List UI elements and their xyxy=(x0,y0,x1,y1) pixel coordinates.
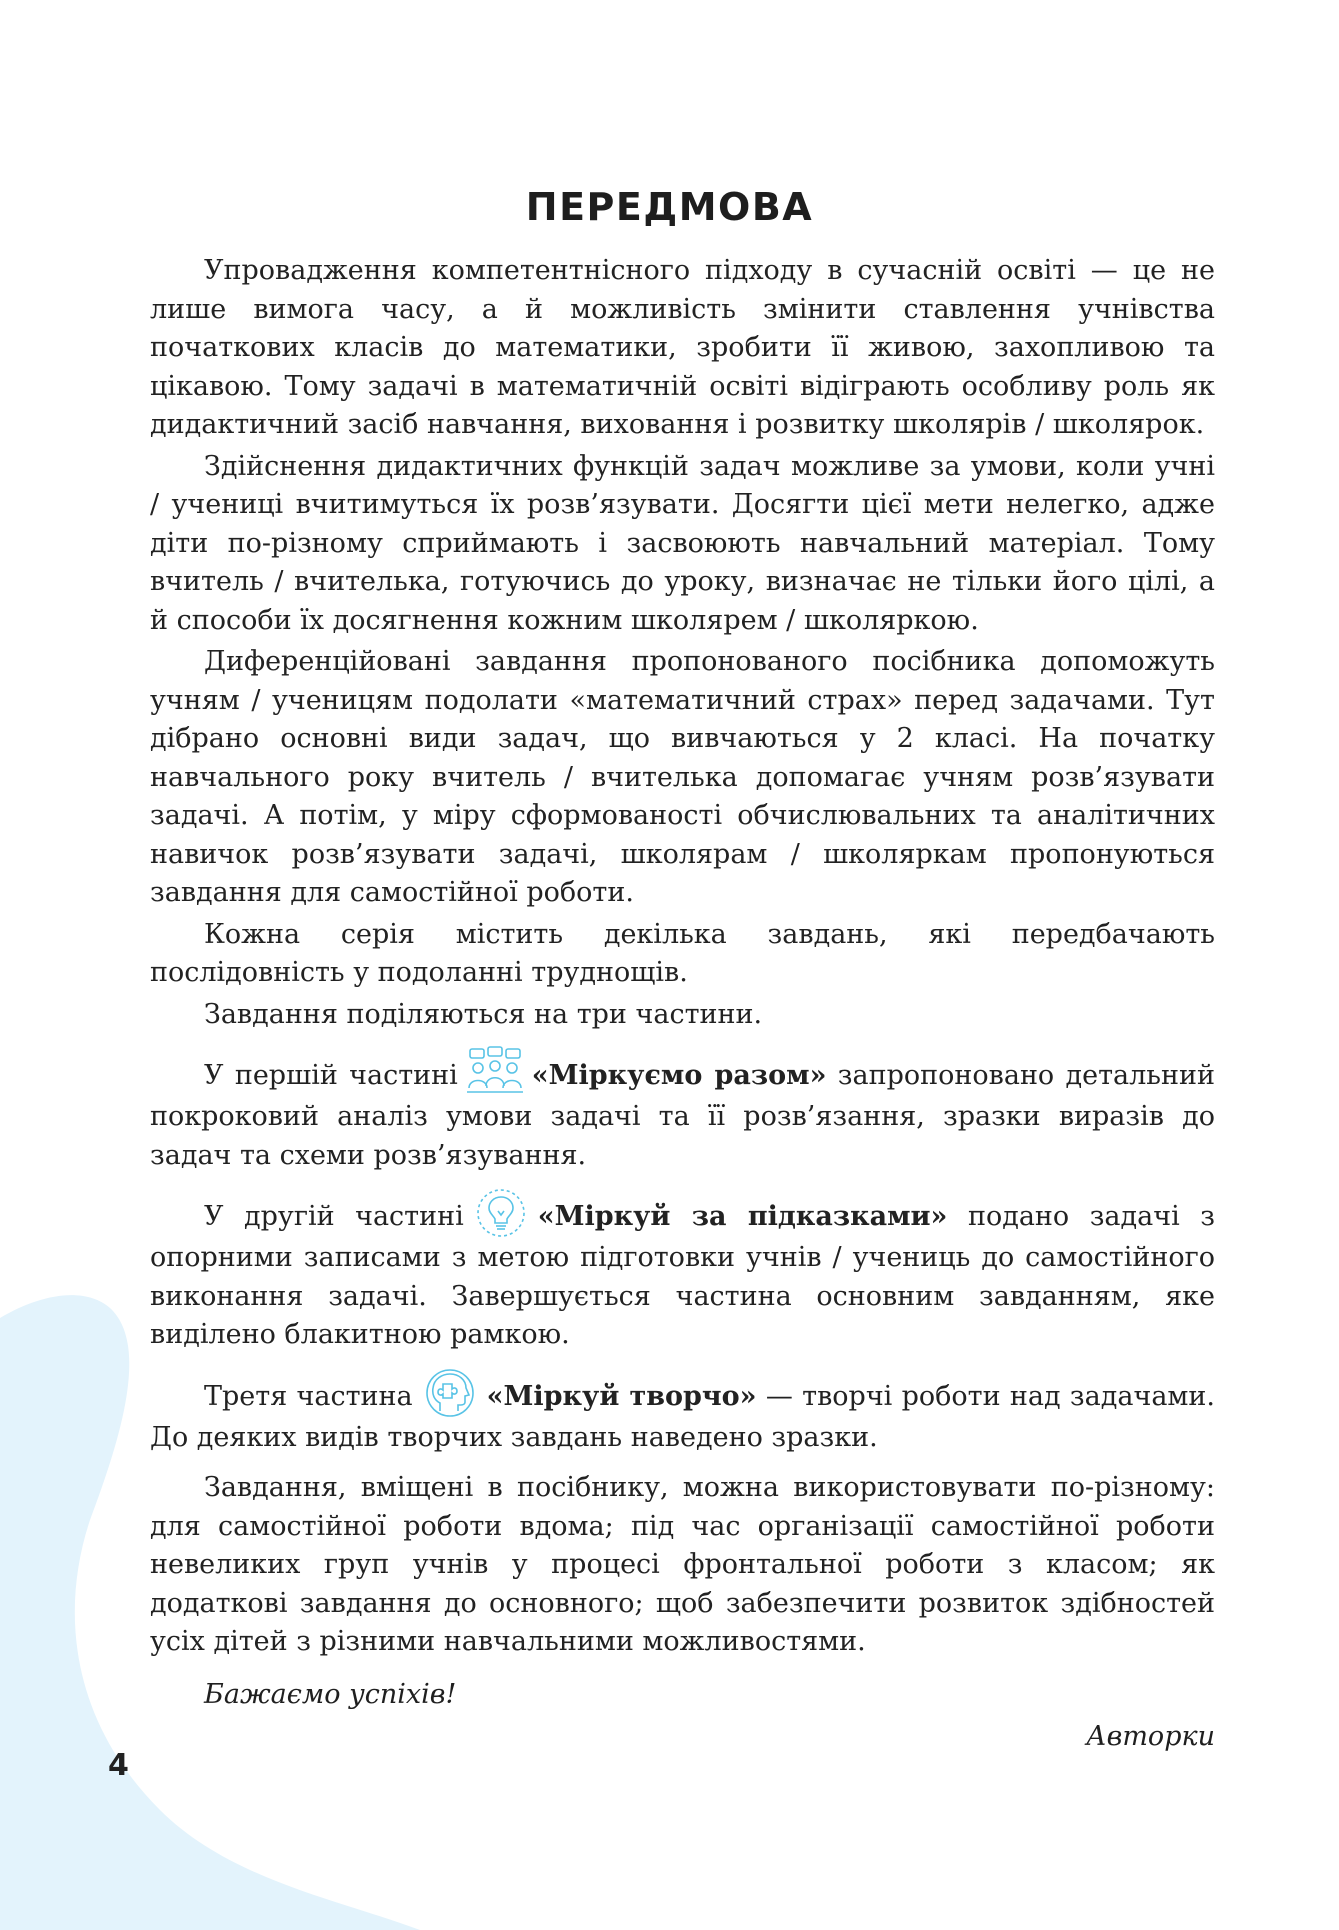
paragraph-part-three xyxy=(150,1367,1215,1458)
part-two-description: подано задачі з опорними записами з метою підготовки учнів / учениць до самостійного виконання задачі. Завершується частина основним завданням, яке виділено блакитною рамкою. xyxy=(150,1201,1215,1350)
part-two-lead: У другій частині xyxy=(204,1201,464,1232)
paragraph-intro: Упровадження компетентнісного підходу в сучасній освіті — це не лише вимога часу, а й можливість змінити ставлення учнівства початкових класів до математики, зробити її живою, захопливою та цікавою. Тому задачі в математичній освіті відіграють особливу роль як дидактичний засіб навчання, виховання і розвитку школярів / школярок. xyxy=(150,255,1215,440)
part-two-name: «Міркуй за підказками» xyxy=(537,1201,948,1232)
lightbulb-icon xyxy=(470,1187,532,1239)
paragraph-part-two xyxy=(150,1187,1215,1355)
page-number: 4 xyxy=(108,1748,129,1783)
part-one-lead: У першій частині xyxy=(204,1060,458,1091)
paragraph-series: Кожна серія містить декілька завдань, які передбачають послідовність у подоланні труднощів. xyxy=(150,918,1215,988)
part-three-description: — творчі роботи над задачами. До деяких видів творчих завдань наведено зразки. xyxy=(150,1380,1215,1453)
paragraph-usage: Завдання, вміщені в посібнику, можна використовувати по-різному: для самостійної роботи вдома; під час організації самостійної роботи невеликих груп учнів у процесі фронтальної роботи з класом; як додаткові завдання до основного; щоб забезпечити розвиток здібностей усіх дітей з різними навчальними можливостями. xyxy=(150,1472,1215,1657)
discussion-group-icon xyxy=(464,1046,526,1098)
page-title: ПЕРЕДМОВА xyxy=(525,185,814,229)
paragraph-didactic: Здійснення дидактичних функцій задач можливе за умови, коли учні / учениці вчитимуться їх розв’язувати. Досягти цієї мети нелегко, адже діти по-різному сприймають і засвоюють навчальний матеріал. Тому вчитель / вчителька, готуючись до уроку, визначає не тільки його цілі, а й способи їх досягнення кожним школярем / школяркою. xyxy=(150,450,1215,636)
paragraph-parts-intro: Завдання поділяються на три частини. xyxy=(204,998,763,1030)
paragraph-part-one xyxy=(150,1046,1215,1175)
part-three-name: «Міркуй творчо» xyxy=(486,1380,757,1412)
part-one-description: запропоновано детальний покроковий аналіз умови задачі та її розв’язання, зразки виразів до задач та схеми розв’язування. xyxy=(150,1060,1215,1171)
part-one-name: «Міркуємо разом» xyxy=(531,1060,827,1091)
authors-signature: Авторки xyxy=(1086,1720,1215,1752)
preface-body xyxy=(150,252,1215,1756)
puzzle-head-icon xyxy=(419,1367,481,1419)
paragraph-differentiated: Диференційовані завдання пропонованого посібника допоможуть учням / ученицям подолати «математичний страх» перед задачами. Тут дібрано основні види задач, що вивчаються у 2 класі. На початку навчального року вчитель / вчителька допомагає учням розв’язувати задачі. А потім, у міру сформованості обчислювальних та аналітичних навичок розв’язувати задачі, школярам / школяркам пропонуються завдання для самостійної роботи. xyxy=(150,646,1215,908)
closing-wish: Бажаємо успіхів! xyxy=(204,1678,457,1710)
part-three-lead: Третя частина xyxy=(204,1380,413,1412)
